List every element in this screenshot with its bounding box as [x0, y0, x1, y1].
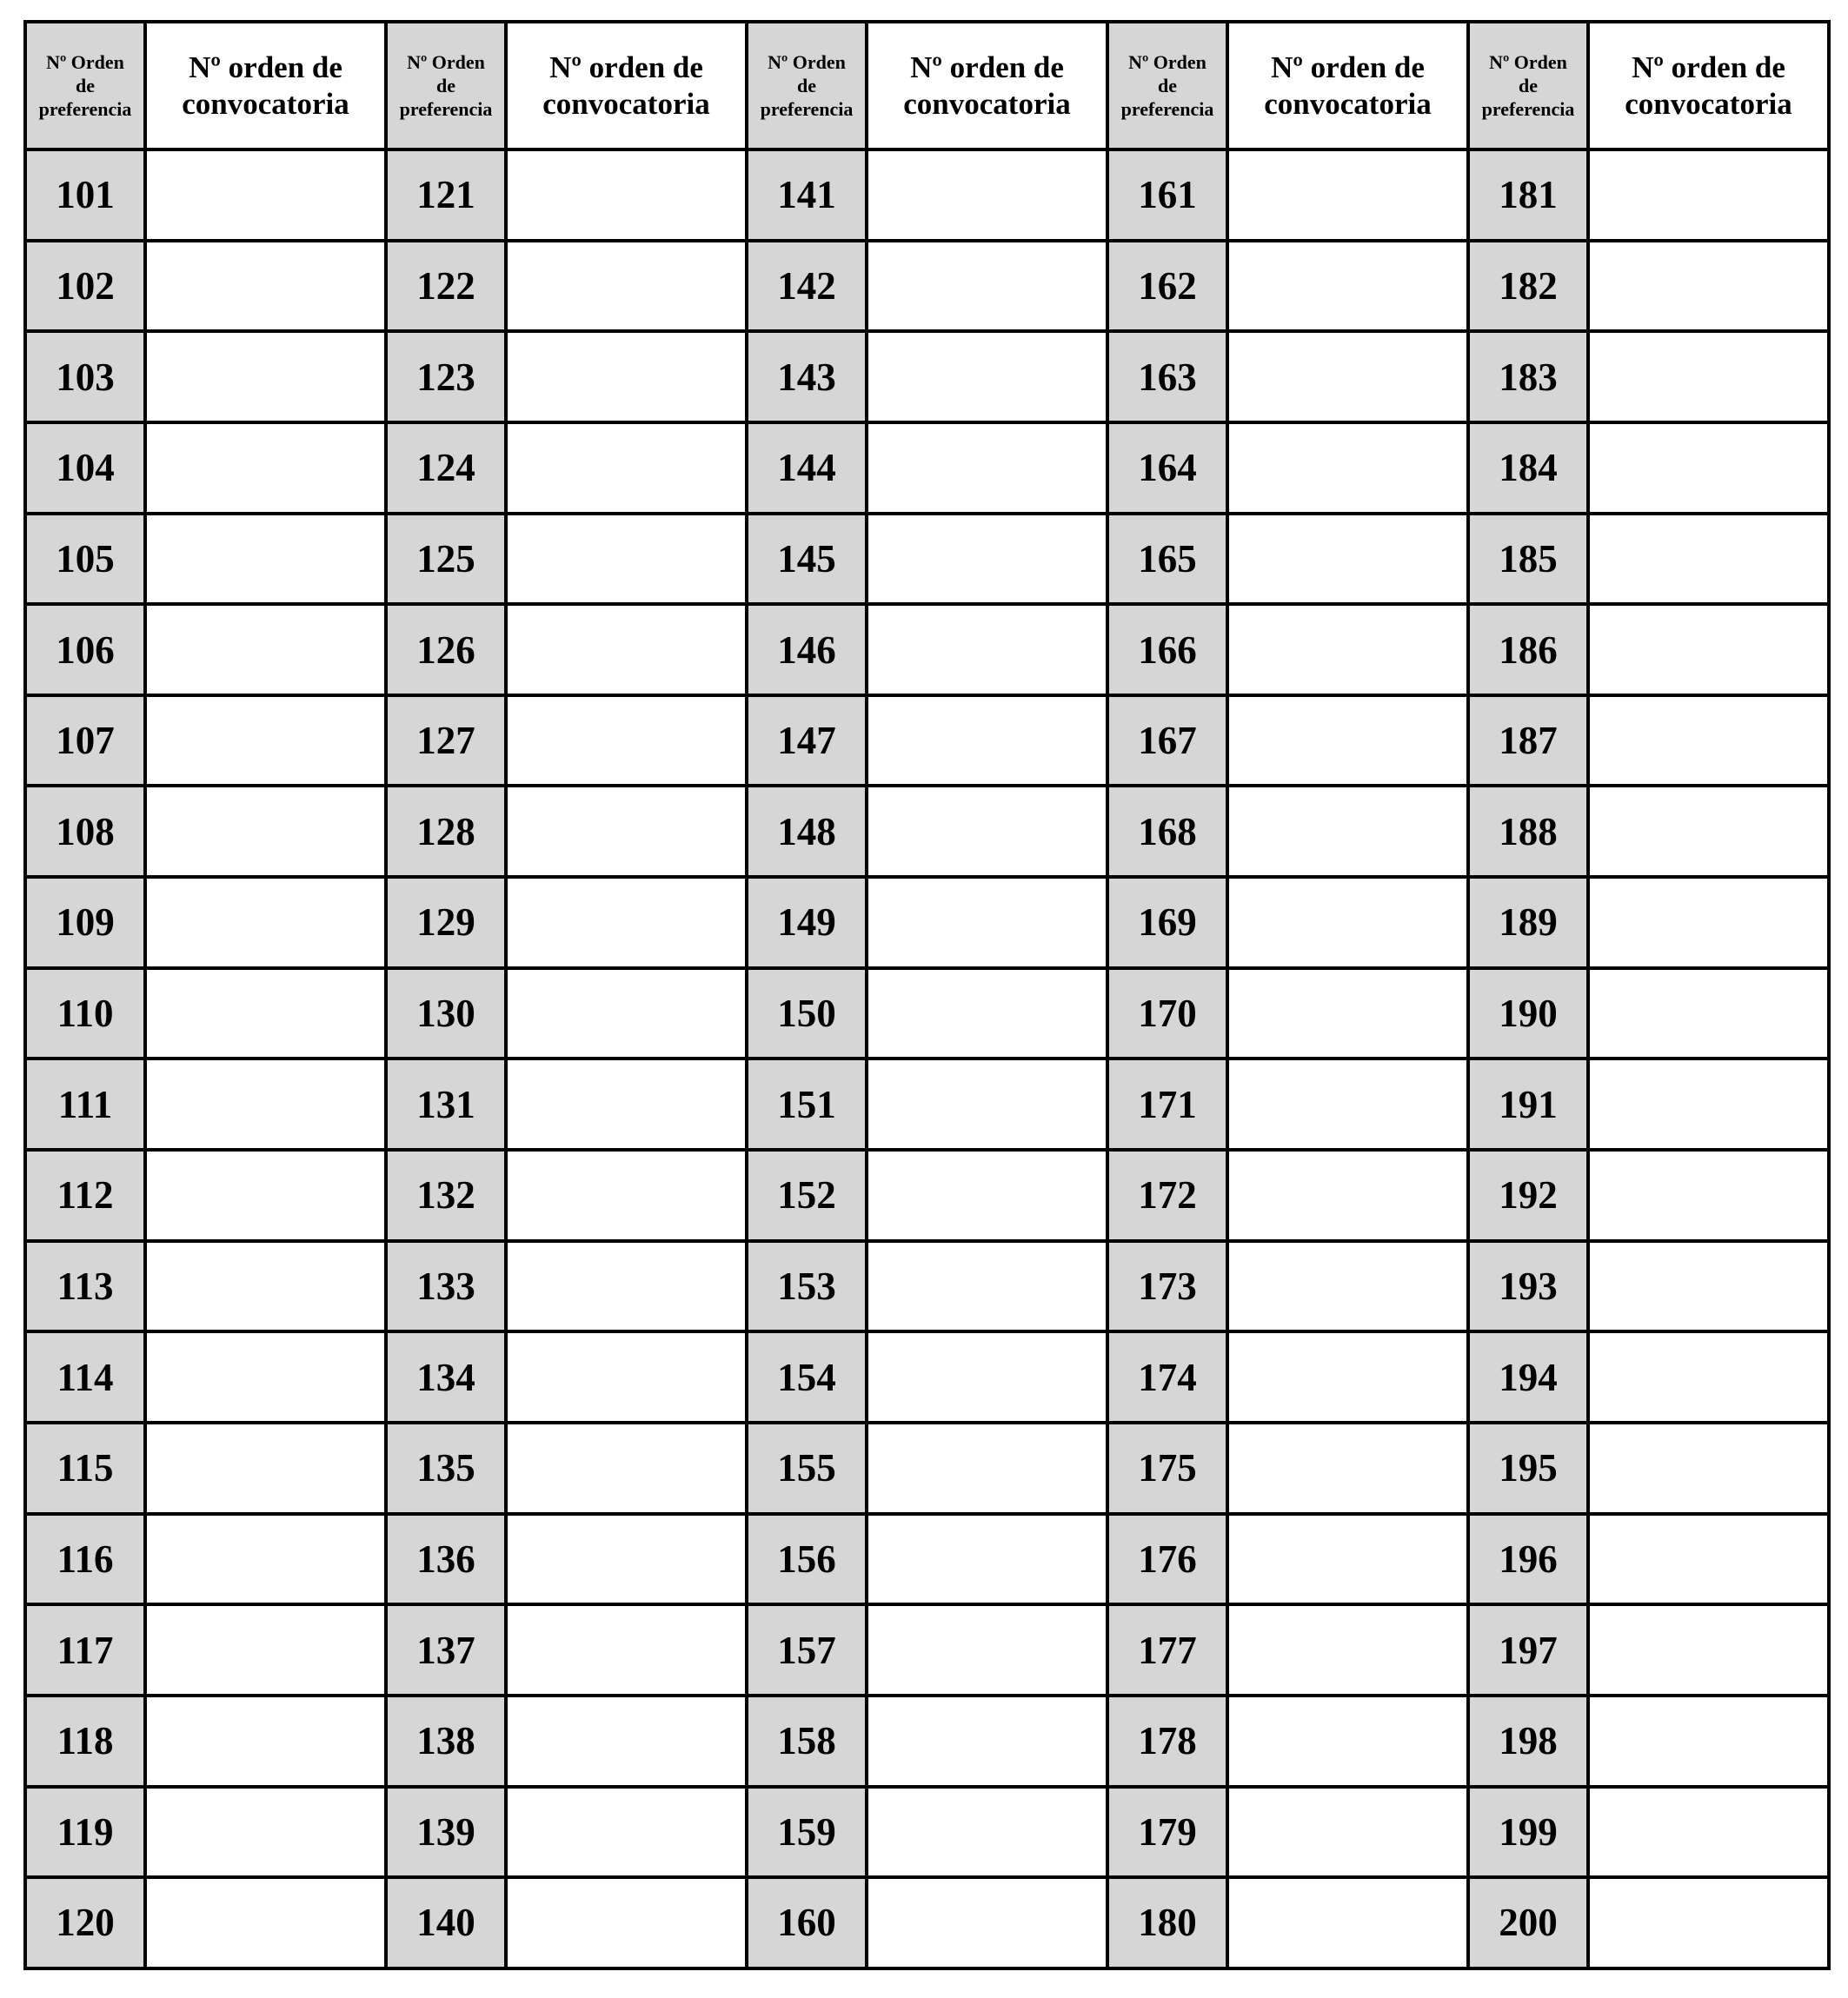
table-row: [25, 1604, 1829, 1696]
call-order-entry-cell[interactable]: [145, 1877, 386, 1968]
call-order-entry-cell[interactable]: [506, 422, 747, 514]
preference-number-cell: 197: [1468, 1604, 1588, 1696]
preference-number-cell: 164: [1107, 422, 1227, 514]
preference-number-cell: 195: [1468, 1423, 1588, 1514]
call-order-entry-cell[interactable]: [867, 1514, 1107, 1605]
call-order-entry-cell[interactable]: [145, 331, 386, 422]
header-preference-order: [25, 22, 145, 149]
call-order-entry-cell[interactable]: [145, 422, 386, 514]
call-order-entry-cell[interactable]: [1588, 1423, 1829, 1514]
preference-number-cell: 148: [747, 786, 867, 877]
call-order-entry-cell[interactable]: [867, 1877, 1107, 1968]
call-order-entry-cell[interactable]: [145, 695, 386, 787]
preference-number-cell: 182: [1468, 241, 1588, 332]
call-order-entry-cell[interactable]: [145, 514, 386, 605]
preference-number-cell: 105: [25, 514, 145, 605]
header-preference-order-line: Nº Orden: [768, 51, 846, 73]
call-order-entry-cell[interactable]: [867, 1241, 1107, 1332]
table-row: [25, 695, 1829, 787]
preference-number-cell: 172: [1107, 1150, 1227, 1241]
preference-number-cell: 187: [1468, 695, 1588, 787]
call-order-entry-cell[interactable]: [1588, 1514, 1829, 1605]
preference-number-cell: 198: [1468, 1696, 1588, 1787]
preference-number-cell: 147: [747, 695, 867, 787]
preference-number-cell: 128: [386, 786, 506, 877]
header-preference-order-line: Nº Orden: [407, 51, 485, 73]
table-row: [25, 1877, 1829, 1968]
header-preference-order: [747, 22, 867, 149]
call-order-entry-cell[interactable]: [1227, 1514, 1468, 1605]
preference-number-cell: 156: [747, 1514, 867, 1605]
call-order-entry-cell[interactable]: [1227, 422, 1468, 514]
call-order-entry-cell[interactable]: [1227, 877, 1468, 968]
header-call-order-line: convocatoria: [903, 86, 1071, 121]
preference-number-cell: 153: [747, 1241, 867, 1332]
call-order-entry-cell[interactable]: [1227, 1331, 1468, 1423]
preference-number-cell: 158: [747, 1696, 867, 1787]
preference-number-cell: 165: [1107, 514, 1227, 605]
header-preference-order: [1468, 22, 1588, 149]
preference-number-cell: 119: [25, 1787, 145, 1878]
call-order-entry-cell[interactable]: [1227, 1877, 1468, 1968]
table-row: [25, 331, 1829, 422]
preference-number-cell: 174: [1107, 1331, 1227, 1423]
call-order-entry-cell[interactable]: [1227, 1787, 1468, 1878]
preference-number-cell: 183: [1468, 331, 1588, 422]
call-order-entry-cell[interactable]: [1588, 1787, 1829, 1878]
call-order-entry-cell[interactable]: [506, 1241, 747, 1332]
preference-number-cell: 177: [1107, 1604, 1227, 1696]
call-order-entry-cell[interactable]: [867, 241, 1107, 332]
table-row: [25, 1331, 1829, 1423]
call-order-entry-cell[interactable]: [1588, 422, 1829, 514]
call-order-entry-cell[interactable]: [867, 1696, 1107, 1787]
header-row: [25, 22, 1829, 149]
preference-number-cell: 199: [1468, 1787, 1588, 1878]
header-call-order-line: convocatoria: [1625, 86, 1792, 121]
call-order-entry-cell[interactable]: [1588, 786, 1829, 877]
header-call-order-line: Nº orden de: [1632, 50, 1785, 84]
preference-number-cell: 111: [25, 1059, 145, 1150]
header-call-order-line: convocatoria: [542, 86, 710, 121]
header-preference-order-line: Nº Orden: [1128, 51, 1207, 73]
call-order-entry-cell[interactable]: [506, 1423, 747, 1514]
header-preference-order: [1107, 22, 1227, 149]
preference-number-cell: 184: [1468, 422, 1588, 514]
preference-number-cell: 170: [1107, 968, 1227, 1059]
call-order-entry-cell[interactable]: [1588, 331, 1829, 422]
preference-number-cell: 155: [747, 1423, 867, 1514]
call-order-entry-cell[interactable]: [1588, 1696, 1829, 1787]
call-order-entry-cell[interactable]: [145, 1696, 386, 1787]
preference-number-cell: 117: [25, 1604, 145, 1696]
call-order-entry-cell[interactable]: [1227, 786, 1468, 877]
preference-number-cell: 192: [1468, 1150, 1588, 1241]
table-row: [25, 1059, 1829, 1150]
preference-number-cell: 144: [747, 422, 867, 514]
call-order-entry-cell[interactable]: [145, 786, 386, 877]
preference-number-cell: 166: [1107, 604, 1227, 695]
preference-number-cell: 178: [1107, 1696, 1227, 1787]
preference-number-cell: 141: [747, 149, 867, 241]
call-order-entry-cell[interactable]: [1588, 604, 1829, 695]
call-order-entry-cell[interactable]: [867, 1150, 1107, 1241]
header-preference-order-line: de: [797, 75, 816, 96]
preference-number-cell: 114: [25, 1331, 145, 1423]
preference-number-cell: 124: [386, 422, 506, 514]
call-order-entry-cell[interactable]: [1227, 241, 1468, 332]
call-order-entry-cell[interactable]: [1227, 1696, 1468, 1787]
preference-number-cell: 161: [1107, 149, 1227, 241]
preference-number-cell: 179: [1107, 1787, 1227, 1878]
preference-number-cell: 127: [386, 695, 506, 787]
preference-number-cell: 107: [25, 695, 145, 787]
preference-number-cell: 122: [386, 241, 506, 332]
preference-number-cell: 143: [747, 331, 867, 422]
header-call-order: [1227, 22, 1468, 149]
call-order-entry-cell[interactable]: [506, 1514, 747, 1605]
call-order-entry-cell[interactable]: [145, 968, 386, 1059]
header-call-order: [145, 22, 386, 149]
preference-number-cell: 134: [386, 1331, 506, 1423]
table-row: [25, 877, 1829, 968]
call-order-entry-cell[interactable]: [1227, 514, 1468, 605]
call-order-entry-cell[interactable]: [506, 786, 747, 877]
call-order-entry-cell[interactable]: [867, 514, 1107, 605]
call-order-entry-cell[interactable]: [506, 149, 747, 241]
preference-number-cell: 180: [1107, 1877, 1227, 1968]
table-row: [25, 604, 1829, 695]
preference-number-cell: 151: [747, 1059, 867, 1150]
table-body: [25, 149, 1829, 1968]
header-preference-order-line: de: [1519, 75, 1538, 96]
preference-number-cell: 175: [1107, 1423, 1227, 1514]
preference-number-cell: 185: [1468, 514, 1588, 605]
call-order-entry-cell[interactable]: [1227, 1241, 1468, 1332]
preference-number-cell: 104: [25, 422, 145, 514]
call-order-entry-cell[interactable]: [1588, 1059, 1829, 1150]
preference-number-cell: 162: [1107, 241, 1227, 332]
call-order-entry-cell[interactable]: [1588, 695, 1829, 787]
call-order-entry-cell[interactable]: [867, 968, 1107, 1059]
table-row: [25, 1150, 1829, 1241]
preference-number-cell: 101: [25, 149, 145, 241]
preference-number-cell: 150: [747, 968, 867, 1059]
preference-number-cell: 113: [25, 1241, 145, 1332]
preference-number-cell: 176: [1107, 1514, 1227, 1605]
preference-number-cell: 116: [25, 1514, 145, 1605]
preference-number-cell: 138: [386, 1696, 506, 1787]
preference-number-cell: 171: [1107, 1059, 1227, 1150]
table-row: [25, 1241, 1829, 1332]
table-row: [25, 1696, 1829, 1787]
header-preference-order-line: de: [76, 75, 95, 96]
preference-number-cell: 193: [1468, 1241, 1588, 1332]
call-order-entry-cell[interactable]: [867, 877, 1107, 968]
call-order-entry-cell[interactable]: [867, 149, 1107, 241]
header-preference-order-line: preferencia: [760, 98, 854, 120]
preference-number-cell: 121: [386, 149, 506, 241]
call-order-entry-cell[interactable]: [867, 1331, 1107, 1423]
call-order-entry-cell[interactable]: [145, 877, 386, 968]
header-preference-order-line: de: [436, 75, 455, 96]
preference-number-cell: 123: [386, 331, 506, 422]
table-row: [25, 422, 1829, 514]
preference-number-cell: 154: [747, 1331, 867, 1423]
preference-number-cell: 145: [747, 514, 867, 605]
call-order-entry-cell[interactable]: [506, 877, 747, 968]
header-call-order-line: convocatoria: [1264, 86, 1432, 121]
call-order-entry-cell[interactable]: [867, 695, 1107, 787]
call-order-entry-cell[interactable]: [1227, 968, 1468, 1059]
call-order-entry-cell[interactable]: [1588, 877, 1829, 968]
table-row: [25, 968, 1829, 1059]
header-call-order: [867, 22, 1107, 149]
preference-number-cell: 189: [1468, 877, 1588, 968]
call-order-entry-cell[interactable]: [867, 1423, 1107, 1514]
preference-number-cell: 163: [1107, 331, 1227, 422]
header-call-order: [1588, 22, 1829, 149]
call-order-entry-cell[interactable]: [1588, 1331, 1829, 1423]
preference-number-cell: 181: [1468, 149, 1588, 241]
header-preference-order-line: preferencia: [1120, 98, 1214, 120]
preference-number-cell: 139: [386, 1787, 506, 1878]
table-row: [25, 1514, 1829, 1605]
header-call-order-line: convocatoria: [182, 86, 349, 121]
call-order-entry-cell[interactable]: [145, 1604, 386, 1696]
preference-number-cell: 157: [747, 1604, 867, 1696]
preference-number-cell: 110: [25, 968, 145, 1059]
call-order-entry-cell[interactable]: [867, 604, 1107, 695]
call-order-entry-cell[interactable]: [506, 1059, 747, 1150]
call-order-entry-cell[interactable]: [1588, 514, 1829, 605]
call-order-entry-cell[interactable]: [867, 422, 1107, 514]
table-row: [25, 514, 1829, 605]
header-call-order-line: Nº orden de: [549, 50, 703, 84]
preference-number-cell: 136: [386, 1514, 506, 1605]
table-row: [25, 149, 1829, 241]
call-order-entry-cell[interactable]: [1588, 149, 1829, 241]
call-order-entry-cell[interactable]: [1588, 968, 1829, 1059]
call-order-entry-cell[interactable]: [1227, 1604, 1468, 1696]
preference-number-cell: 169: [1107, 877, 1227, 968]
preference-number-cell: 109: [25, 877, 145, 968]
preference-number-cell: 108: [25, 786, 145, 877]
preference-number-cell: 194: [1468, 1331, 1588, 1423]
call-order-entry-cell[interactable]: [506, 241, 747, 332]
call-order-entry-cell[interactable]: [867, 1059, 1107, 1150]
call-order-entry-cell[interactable]: [506, 1787, 747, 1878]
call-order-entry-cell[interactable]: [867, 786, 1107, 877]
call-order-entry-cell[interactable]: [506, 1150, 747, 1241]
preference-number-cell: 173: [1107, 1241, 1227, 1332]
call-order-entry-cell[interactable]: [145, 1514, 386, 1605]
preference-number-cell: 200: [1468, 1877, 1588, 1968]
call-order-entry-cell[interactable]: [506, 968, 747, 1059]
preference-number-cell: 168: [1107, 786, 1227, 877]
table-row: [25, 1423, 1829, 1514]
call-order-entry-cell[interactable]: [867, 331, 1107, 422]
call-order-entry-cell[interactable]: [867, 1604, 1107, 1696]
header-preference-order: [386, 22, 506, 149]
header-preference-order-line: preferencia: [38, 98, 132, 120]
call-order-entry-cell[interactable]: [1227, 1059, 1468, 1150]
preference-number-cell: 133: [386, 1241, 506, 1332]
header-preference-order-line: preferencia: [1481, 98, 1575, 120]
call-order-entry-cell[interactable]: [145, 1331, 386, 1423]
table-row: [25, 786, 1829, 877]
preference-order-table: [23, 20, 1831, 1970]
table-row: [25, 1787, 1829, 1878]
preference-number-cell: 132: [386, 1150, 506, 1241]
preference-number-cell: 152: [747, 1150, 867, 1241]
preference-number-cell: 188: [1468, 786, 1588, 877]
call-order-entry-cell[interactable]: [145, 241, 386, 332]
call-order-entry-cell[interactable]: [1227, 1150, 1468, 1241]
preference-number-cell: 137: [386, 1604, 506, 1696]
call-order-entry-cell[interactable]: [145, 1150, 386, 1241]
call-order-entry-cell[interactable]: [145, 1241, 386, 1332]
call-order-entry-cell[interactable]: [1227, 1423, 1468, 1514]
preference-number-cell: 196: [1468, 1514, 1588, 1605]
call-order-entry-cell[interactable]: [145, 604, 386, 695]
table-row: [25, 241, 1829, 332]
call-order-entry-cell[interactable]: [506, 695, 747, 787]
preference-number-cell: 126: [386, 604, 506, 695]
header-call-order-line: Nº orden de: [910, 50, 1064, 84]
preference-number-cell: 125: [386, 514, 506, 605]
call-order-entry-cell[interactable]: [1227, 604, 1468, 695]
call-order-entry-cell[interactable]: [1227, 149, 1468, 241]
preference-number-cell: 167: [1107, 695, 1227, 787]
preference-number-cell: 191: [1468, 1059, 1588, 1150]
preference-number-cell: 140: [386, 1877, 506, 1968]
call-order-entry-cell[interactable]: [145, 1787, 386, 1878]
preference-number-cell: 130: [386, 968, 506, 1059]
preference-number-cell: 142: [747, 241, 867, 332]
call-order-entry-cell[interactable]: [145, 1423, 386, 1514]
call-order-entry-cell[interactable]: [506, 604, 747, 695]
call-order-entry-cell[interactable]: [1588, 1241, 1829, 1332]
header-preference-order-line: de: [1158, 75, 1177, 96]
preference-number-cell: 102: [25, 241, 145, 332]
call-order-entry-cell[interactable]: [1588, 241, 1829, 332]
preference-number-cell: 159: [747, 1787, 867, 1878]
preference-number-cell: 129: [386, 877, 506, 968]
call-order-entry-cell[interactable]: [506, 1331, 747, 1423]
header-preference-order-line: Nº Orden: [1489, 51, 1567, 73]
preference-number-cell: 112: [25, 1150, 145, 1241]
header-call-order-line: Nº orden de: [1271, 50, 1425, 84]
preference-number-cell: 135: [386, 1423, 506, 1514]
preference-number-cell: 118: [25, 1696, 145, 1787]
call-order-entry-cell[interactable]: [1227, 331, 1468, 422]
header-preference-order-line: preferencia: [399, 98, 493, 120]
call-order-entry-cell[interactable]: [506, 1877, 747, 1968]
preference-number-cell: 106: [25, 604, 145, 695]
preference-number-cell: 103: [25, 331, 145, 422]
call-order-entry-cell[interactable]: [1227, 695, 1468, 787]
call-order-entry-cell[interactable]: [506, 514, 747, 605]
header-call-order-line: Nº orden de: [189, 50, 342, 84]
call-order-entry-cell[interactable]: [145, 1059, 386, 1150]
call-order-entry-cell[interactable]: [145, 149, 386, 241]
call-order-entry-cell[interactable]: [1588, 1877, 1829, 1968]
call-order-entry-cell[interactable]: [506, 1604, 747, 1696]
preference-number-cell: 186: [1468, 604, 1588, 695]
header-preference-order-line: Nº Orden: [46, 51, 124, 73]
preference-number-cell: 146: [747, 604, 867, 695]
preference-number-cell: 120: [25, 1877, 145, 1968]
call-order-entry-cell[interactable]: [506, 331, 747, 422]
call-order-entry-cell[interactable]: [1588, 1604, 1829, 1696]
preference-number-cell: 149: [747, 877, 867, 968]
preference-number-cell: 115: [25, 1423, 145, 1514]
call-order-entry-cell[interactable]: [867, 1787, 1107, 1878]
call-order-entry-cell[interactable]: [1588, 1150, 1829, 1241]
preference-number-cell: 190: [1468, 968, 1588, 1059]
call-order-entry-cell[interactable]: [506, 1696, 747, 1787]
preference-number-cell: 160: [747, 1877, 867, 1968]
preference-number-cell: 131: [386, 1059, 506, 1150]
header-call-order: [506, 22, 747, 149]
